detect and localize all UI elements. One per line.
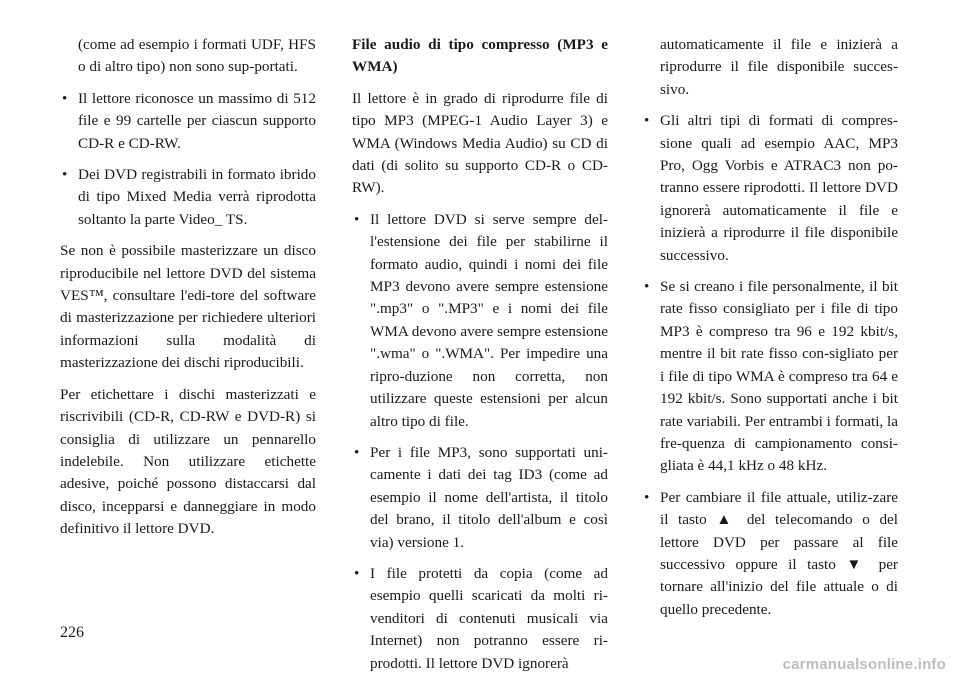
paragraph: Se non è possibile masterizzare un disco riproducibile nel lettore DVD del sistema VES™, consultare l'edi-tore del software di masterizzazione per richiedere ulteriori informazioni sulla modalità di masterizzazione dei dischi riproducibili. — [60, 242, 316, 372]
list-item: • Per cambiare il file attuale, utiliz-zare il tasto ▲ del telecomando o del lettore DVD per passare al file successivo oppure il tasto ▼ per tornare all'inizio del file attuale o di quello precedente. — [642, 487, 898, 621]
bullet-list — [60, 34, 316, 231]
list-item: (come ad esempio i formati UDF, HFS o di altro tipo) non sono sup-portati. — [78, 36, 316, 76]
text-column-right — [642, 34, 898, 630]
text-column-middle — [352, 34, 608, 684]
list-item: • Il lettore DVD si serve sempre del-l'estensione dei file per stabilirne il formato audio, quindi i nomi dei file MP3 devono avere sempre estensione ".mp3" o ".MP3" e i nomi dei file WMA devono avere sempre estensione ".wma" o ".WMA". Per impedire una ripro-duzione non corretta, non utilizzare queste estensioni per alcun altro tipo di file. — [352, 209, 608, 433]
bullet-list — [352, 209, 608, 675]
list-item: • Dei DVD registrabili in formato ibrido di tipo Mixed Media verrà riprodotta soltanto la parte Video_ TS. — [60, 164, 316, 231]
list-item: • Per i file MP3, sono supportati uni-camente i dati dei tag ID3 (come ad esempio il nome dell'artista, il titolo del brano, il titolo dell'album e così via) versione 1. — [352, 442, 608, 554]
list-item: • Il lettore riconosce un massimo di 512 file e 99 cartelle per ciascun supporto CD-R e CD-RW. — [60, 88, 316, 155]
text-column-left — [60, 34, 316, 550]
bullet-list — [642, 34, 898, 621]
list-item: automaticamente il file e inizierà a riprodurre il file disponibile succes-sivo. — [660, 36, 898, 98]
list-item: • Se si creano i file personalmente, il bit rate fisso consigliato per i file di tipo MP3 è compreso tra 96 e 192 kbit/s, mentre il bit rate fisso con-sigliato per i file di tipo WMA è compreso tra 64 e 192 kbit/s. Sono supportati anche i bit rate variabili. Per entrambi i formati, la fre-quenza di campionamento consi-gliata è 44,1 kHz o 48 kHz. — [642, 276, 898, 478]
section-heading: File audio di tipo compresso (MP3 e WMA) — [352, 36, 608, 76]
paragraph: Il lettore è in grado di riprodurre file di tipo MP3 (MPEG-1 Audio Layer 3) e WMA (Windows Media Audio) su CD di dati (di solito su supporto CD-R o CD-RW). — [352, 89, 608, 197]
list-item: • Gli altri tipi di formati di compres-sione quali ad esempio AAC, MP3 Pro, Ogg Vorbis e ATRAC3 non po-tranno essere riprodotti. Il lettore DVD ignorerà automaticamente il file e inizierà a riprodurre il file disponibile successivo. — [642, 110, 898, 267]
list-item: • I file protetti da copia (come ad esempio quelli scaricati da molti ri-venditori di contenuti musicali via Internet) non potranno essere ri-prodotti. Il lettore DVD ignorerà — [352, 563, 608, 675]
watermark: carmanualsonline.info — [782, 656, 946, 673]
page-number: 226 — [60, 624, 84, 641]
paragraph: Per etichettare i dischi masterizzati e riscrivibili (CD-R, CD-RW e DVD-R) si consiglia di utilizzare un pennarello indelebile. Non utilizzare etichette adesive, poiché possono distaccarsi dal disco, incepparsi e danneggiare in modo definitivo il lettore DVD. — [60, 385, 316, 538]
